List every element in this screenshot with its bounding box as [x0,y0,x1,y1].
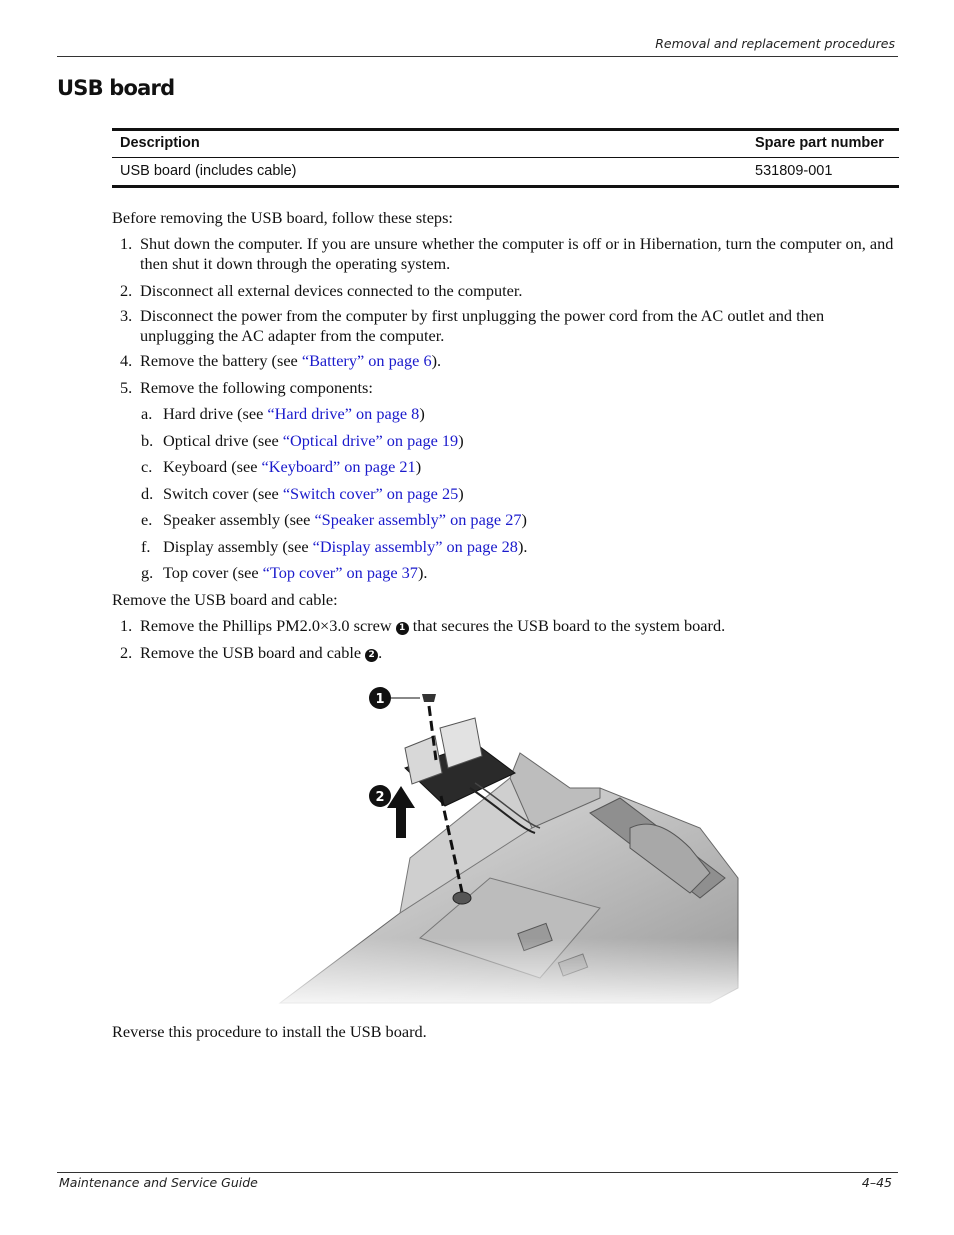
table-row [112,158,899,187]
component-text [163,563,883,583]
step-number: 2. [120,643,133,662]
component-letter: c. [141,457,153,476]
step-text: Remove the following components: [140,378,373,397]
component-text [163,484,883,504]
running-header [57,34,898,57]
component-pre: Speaker assembly (see [163,510,315,529]
component-letter: d. [141,484,154,503]
step-text-pre: Remove the Phillips PM2.0×3.0 screw [140,616,396,635]
footer-page-number: 4–45 [861,1175,892,1190]
component-text [163,404,883,424]
component-letter: f. [141,537,151,556]
step-text-post: that secures the USB board to the system board. [408,616,726,635]
component-post: ). [417,563,428,582]
part-number: 531809-001 [755,162,833,179]
component-post: ) [458,431,464,450]
screw-icon [422,694,436,702]
callout-marker-2: 2 [365,649,378,662]
running-header-title: Removal and replacement procedures [655,36,895,51]
step-text-post: . [378,643,383,662]
column-header-part-number: Spare part number [755,135,884,151]
component-pre: Optical drive (see [163,431,283,450]
step-text: Disconnect all external devices connected to the computer. [140,281,523,300]
table-header-row [112,130,899,158]
section-title: USB board [57,76,175,100]
removal-intro: Remove the USB board and cable: [112,590,338,609]
lift-arrow-icon [387,786,415,838]
part-description: USB board (includes cable) [120,162,297,179]
step-text: Disconnect the power from the computer by first unplugging the power cord from the AC outlet and then unplugging the AC adapter from the computer. [140,306,825,345]
step-number: 4. [120,351,133,370]
closing-text: Reverse this procedure to install the USB board. [112,1022,427,1041]
component-post: ) [415,457,422,476]
step-number: 2. [120,281,133,300]
component-pre: Hard drive (see [163,404,268,423]
component-post: ). [517,537,528,556]
hard-drive-link[interactable]: “Hard drive” on page 8 [267,404,420,423]
component-text [163,431,883,451]
column-header-description: Description [120,135,200,151]
component-letter: b. [141,431,154,450]
optical-drive-link[interactable]: “Optical drive” on page 19 [282,431,459,450]
intro-text: Before removing the USB board, follow these steps: [112,208,453,227]
step-number: 1. [120,234,133,253]
callout-2-label: 2 [375,790,385,805]
step-text-post: ). [431,351,442,370]
step-text [140,616,900,636]
speaker-assembly-link[interactable]: “Speaker assembly” on page 27 [314,510,522,529]
component-letter: g. [141,563,154,582]
component-pre: Top cover (see [163,563,263,582]
step-text-pre: Remove the battery (see [140,351,302,370]
step-text: Shut down the computer. If you are unsure whether the computer is off or in Hibernation, turn the computer on, and then shut it down through the operating system. [140,234,894,273]
step-number: 3. [120,306,133,325]
illustration-fade [270,938,740,1006]
running-footer [57,1172,898,1195]
component-text [163,537,883,557]
component-pre: Switch cover (see [163,484,283,503]
component-pre: Keyboard (see [163,457,262,476]
component-pre: Display assembly (see [163,537,313,556]
step-number: 5. [120,378,133,397]
component-post: ) [419,404,425,423]
step-text [140,643,900,663]
component-text [163,510,883,530]
screw-boss [453,892,471,904]
step-number: 1. [120,616,133,635]
callout-1-label: 1 [375,692,385,707]
top-cover-link[interactable]: “Top cover” on page 37 [262,563,418,582]
display-assembly-link[interactable]: “Display assembly” on page 28 [312,537,518,556]
keyboard-link[interactable]: “Keyboard” on page 21 [261,457,416,476]
usb-board-removal-illustration [270,678,740,1006]
footer-guide-title: Maintenance and Service Guide [59,1175,258,1190]
callout-marker-1: 1 [396,622,409,635]
step-text-pre: Remove the USB board and cable [140,643,366,662]
component-text [163,457,883,477]
switch-cover-link[interactable]: “Switch cover” on page 25 [282,484,459,503]
component-post: ) [458,484,464,503]
component-post: ) [521,510,527,529]
component-letter: a. [141,404,153,423]
battery-link[interactable]: “Battery” on page 6 [301,351,432,370]
component-letter: e. [141,510,153,529]
step-text [140,351,900,371]
spare-parts-table [112,128,899,188]
